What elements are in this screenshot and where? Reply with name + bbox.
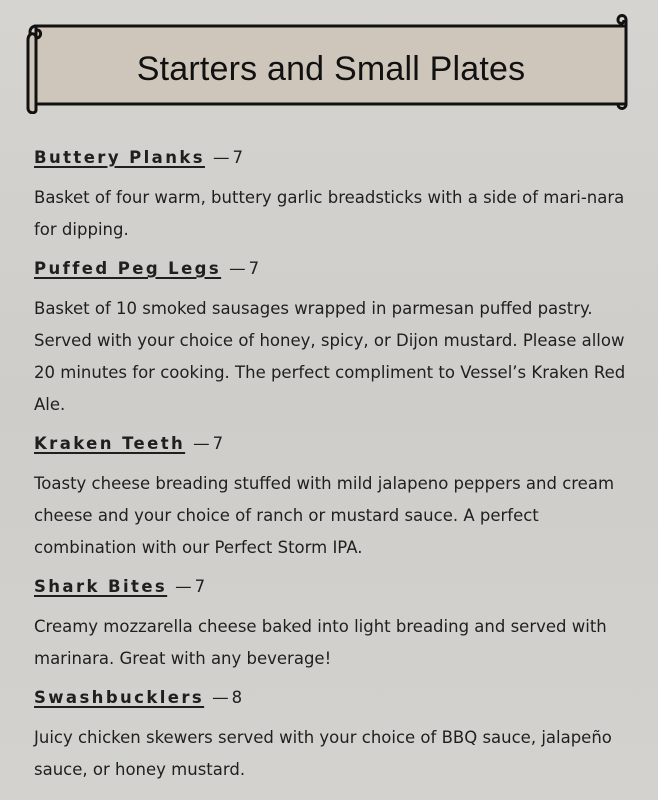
menu-item-description: Basket of four warm, buttery garlic breadsticks with a side of mari-nara for dipping. [34, 188, 625, 239]
menu-item-description: Juicy chicken skewers served with your choice of BBQ sauce, jalapeño sauce, or honey mustard. [34, 728, 612, 779]
menu-item-name: Buttery Planks [34, 148, 205, 167]
menu-item-heading [34, 431, 634, 457]
menu-item-heading [34, 256, 634, 282]
menu-items-list [34, 145, 634, 796]
menu-item-price: 7 [232, 148, 243, 167]
menu-item-separator: — [229, 259, 246, 278]
menu-item-description: Creamy mozzarella cheese baked into light breading and served with marinara. Great with any beverage! [34, 617, 607, 668]
menu-item [34, 574, 634, 675]
menu-item-heading [34, 574, 634, 600]
menu-item-name: Kraken Teeth [34, 434, 186, 453]
menu-item-price: 7 [212, 434, 224, 453]
menu-item-heading [34, 685, 634, 711]
menu-item-separator: — [175, 577, 192, 596]
menu-item-price: 7 [248, 259, 260, 278]
menu-item-description: Toasty cheese breading stuffed with mild jalapeno peppers and cream cheese and your choice of ranch or mustard sauce. A perfect combination with our Perfect Storm IPA. [34, 474, 615, 557]
menu-item-separator: — [212, 148, 230, 167]
menu-item-description: Basket of 10 smoked sausages wrapped in parmesan puffed pastry. Served with your choice of honey, spicy, or Dijon mustard. Please allow 20 minutes for cooking. The perfect compliment to Vessel’s Kraken Red Ale. [34, 299, 626, 414]
menu-item-name: Shark Bites [34, 577, 168, 596]
menu-item-separator: — [193, 434, 210, 453]
menu-item-price: 8 [231, 688, 243, 707]
page-title: Starters and Small Plates [136, 50, 526, 88]
menu-item [34, 256, 634, 421]
menu-item-price: 7 [194, 577, 206, 596]
menu-item [34, 145, 634, 246]
title-banner [26, 14, 632, 114]
menu-item [34, 685, 634, 786]
menu-item-separator: — [212, 688, 229, 707]
menu-item-name: Puffed Peg Legs [34, 259, 222, 278]
menu-item-heading [34, 145, 634, 171]
menu-item [34, 431, 634, 564]
menu-item-name: Swashbucklers [34, 688, 205, 707]
